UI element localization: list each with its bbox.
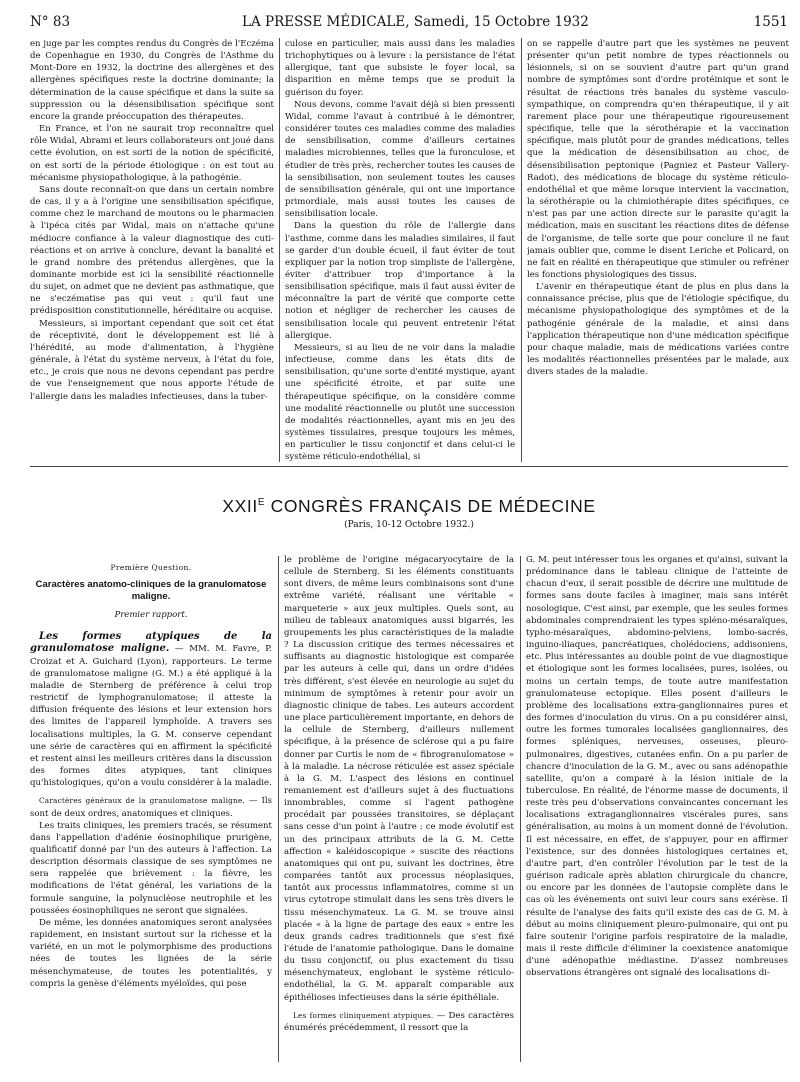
paragraph: Les traits cliniques, les premiers tracés, se résument dans l'appellation d'adénie éosinophilique prurigène, qualificatif donné par l'un des auteurs à l'affection. La description désormais classique de ses symptômes ne sera rappelée que brièvement : la fièvre, les modifications de l'état général, les variations de la formule sanguine, la polynucléose neutrophile et les poussées éosinophiliques ne seront que signalées.: [30, 820, 272, 916]
column-rule: [278, 556, 279, 1062]
journal-title: LA PRESSE MÉDICALE, Samedi, 15 Octobre 1932: [242, 14, 589, 30]
congress-dates: (Paris, 10-12 Octobre 1932.): [344, 520, 474, 530]
bottom-column-2: [284, 554, 514, 1064]
top-column-2: [285, 38, 515, 464]
paragraph: En France, et l'on ne saurait trop reconnaître quel rôle Widal, Abrami et leurs collaborateurs ont joué dans cette évolution, on est sorti de la notion de spécificité, on est sorti de la période étiologique : on est tout au mécanisme physiopathologique, à la pathogénie.: [30, 124, 274, 183]
lead-title: Les formes atypiques de la granulomatose maligne.: [30, 631, 272, 655]
congress-heading: [30, 496, 788, 517]
section-title: Caractères généraux de la granulomatose maligne.: [39, 796, 245, 806]
running-header: [30, 14, 788, 34]
column-rule: [279, 38, 280, 462]
paragraph: Messieurs, si au lieu de ne voir dans la maladie infectieuse, comme dans les états dits de sensibilisation, qu'une sorte d'entité mystique, ayant une spécificité étroite, et par suite une thérapeutique spécifique, on la considère comme une modalité réactionnelle ou plutôt une succession de modalités réactionnelles, ayant mis en jeu des systèmes tissulaires, presque toujours les mêmes, en particulier le tissu conjonctif et dans celui-ci le système réticulo-endothélial, si: [285, 342, 515, 463]
section-text: — Des caractères énumérés précédemment, il ressort que la: [284, 1010, 514, 1033]
section-text: — Ils sont de deux ordres, anatomiques et cliniques.: [30, 796, 272, 819]
report-subtitle: Premier rapport.: [114, 610, 188, 621]
lead-paragraph: [30, 631, 272, 789]
question-label: Première Question.: [110, 563, 192, 572]
top-column-3: [527, 38, 789, 464]
paragraph: en juge par les comptes rendus du Congrès de l'Eczéma de Copenhague en 1930, du Congrès de l'Asthme du Mont-Dore en 1932, la doctrine des allergènes et des allergènes spécifiques reste la doctrine dominante; la détermination de la cause spécifique et dans la suite sa suppression ou la désensibilisation spécifique sont encore la grande préoccupation des thérapeutes.: [30, 39, 274, 122]
paragraph: Dans la question du rôle de l'allergie dans l'asthme, comme dans les maladies similaires, il faut se garder d'un double écueil, il faut éviter de tout expliquer par la notion trop simpliste de l'allergène, éviter d'attribuer trop d'importance à la sensibilisation spécifique, mais il faut aussi éviter de méconnaître la part de vérité que comporte cette notion et négliger de rechercher les causes de sensibilisation locale qui peuvent entretenir l'état allergique.: [285, 221, 515, 341]
congress-sup: E: [257, 497, 266, 509]
paragraph: G. M. peut intéresser tous les organes et qu'ainsi, suivant la prédominance dans le tableau clinique de l'atteinte de chacun d'eux, il serait possible de décrire une multitude de formes sans doute faciles à imaginer, mais sans intérêt nosologique. C'est ainsi, par exemple, que les seules formes abdominales comprendraient les types spléno-mésaraïques, typho-mésaraïques, abdomino-pelviens, lombo-sacrés, inguino-iliaques, pancréatiques, cholédociens, addisoniens, etc. Plus intéressantes au double point de vue diagnostique et étiologique sont les formes localisées, pures, isolées, ou moins un certain temps, de toute autre manifestation granulomateuse ectopique. Elles posent d'ailleurs le problème des localisations extra-ganglionnaires pures et des formes d'inoculation du virus. On a pu considérer ainsi, outre les formes tumorales localisées ganglionnaires, des formes spléniques, nerveuses, osseuses, pleuro-pulmonaires, digestives, cutanées enfin. On a pu parler de chancre d'inoculation de la G. M., avec ou sans adénopathie satellite, qu'on a comparé à la lésion initiale de la tuberculose. En réalité, de l'énorme masse de documents, il reste très peu d'observations convaincantes concernant les localisations extraganglionnaires viscérales pures, sans généralisation, au moins à un moment donné de l'évolution. Il est nécessaire, en effet, de s'appuyer, pour en affirmer l'existence, sur des données histologiques certaines et, d'autre part, d'en contrôler l'évolution par le test de la guérison radicale après ablation chirurgicale du chancre, ou encore par les données de l'autopsie complète dans le cas où les événements ont suivi leur cours sans exérèse. Il résulte de l'analyse des faits qu'il existe des cas de G. M. à début au moins cliniquement pleuro-pulmonaire, qui ont pu faire soutenir l'origine parfois respiratoire de la maladie, mais il reste difficile d'éliminer la coexistence anatomique d'une adénopathie médiastine. D'assez nombreuses observations étrangères ont signalé des localisations di-: [526, 555, 788, 979]
section-paragraph: [30, 795, 272, 819]
paragraph: Sans doute reconnaît-on que dans un certain nombre de cas, il y a à l'origine une sensibilisation spécifique, comme chez le marchand de moutons ou le pharmacien à l'ipéca cités par Widal, mais on n'attache qu'une médiocre confiance à la valeur diagnostique des cuti-réactions et on arrive à conclure, devant la banalité et le grand nombre des prétendus allergènes, que la dominante morbide est ici la sensibilité réactionnelle du sujet, on admet que ne devient pas asthmatique, que ne s'eczématise pas qui veut : qu'il faut une prédisposition constitutionnelle, héréditaire ou acquise.: [30, 184, 274, 317]
page-number: 1551: [753, 14, 788, 30]
bottom-column-1: [30, 554, 272, 1064]
paragraph: De même, les données anatomiques seront analysées rapidement, en insistant surtout sur la richesse et la variété, en un mot le polymorphisme des productions nées de toutes les lignées de la série mésenchymateuse, de toutes les potentialités, y compris la genèse d'éléments myéloïdes, qui pose: [30, 917, 272, 989]
paragraph: le problème de l'origine mégacaryocytaire de la cellule de Sternberg. Si les éléments constituants sont divers, de même leurs combinaisons sont d'une extrême variété, réalisant une véritable « marqueterie » aux jeux multiples. Quels sont, au milieu de tableaux anatomiques aussi bigarrés, les groupements les plus caractéristiques de la maladie ? La discussion critique des termes nécessaires et suffisants au diagnostic histologique est comparée par les auteurs à celle qui, dans un ordre d'idées très différent, s'est élevée en neurologie au sujet du minimum de symptômes à retenir pour avoir un diagnostic clinique de tabes. Les auteurs accordent une place particulièrement importante, en dehors de la cellule de Sternberg, d'ailleurs nullement spécifique, à la présence de sclérose qui a pu faire donner par Curtis le nom de « fibrogranulomatose » à la maladie. La nécrose réticulée est assez spéciale à la G. M. L'aspect des lésions en continuel remaniement est d'ailleurs sujet à des fluctuations innombrables, comme si l'agent pathogène procédait par poussées transitoires, se déplaçant sans cesse d'un point à l'autre : ce mode évolutif est un des principaux attributs de la G. M. Cette affection « kaléidoscopique » suscite des réactions anatomiques qui ont pu, suivant les doctrines, être comparées tantôt aux processus néoplasiques, tantôt aux processus inflammatoires, comme si un virus cytotrope stimulait dans les sens très divers le tissu mésenchymateux. La G. M. se trouve ainsi placée « à la ligne de partage des eaux » entre les deux grands cadres traditionnels que s'est fixé l'étude de l'anatomie pathologique. Dans le domaine du tissu conjonctif, ou plus exactement du tissu mésenchymateux, englobant le système réticulo-endothélial, la G. M. apparaît comparable aux épithélioses infectieuses dans la série épithéliale.: [284, 555, 514, 1003]
bottom-column-3: [526, 554, 788, 1064]
section-paragraph: [284, 1010, 514, 1034]
column-rule: [521, 38, 522, 462]
issue-number: N° 83: [30, 14, 71, 30]
top-column-1: [30, 38, 274, 464]
paragraph: L'avenir en thérapeutique étant de plus en plus dans la connaissance précise, plus que de l'étiologie spécifique, du mécanisme physiopathologique des symptômes et de la pathogénie générale de la maladie, et ainsi dans l'application thérapeutique non d'une médication spécifique pour chaque maladie, mais de médications variées contre les modalités réactionnelles présentées par le malade, aux divers stades de la maladie.: [527, 282, 789, 378]
report-title: Caractères anatomo-cliniques de la granulomatose maligne.: [35, 579, 267, 603]
section-divider: [30, 466, 788, 467]
paragraph: Nous devons, comme l'avait déjà si bien pressenti Widal, comme l'avaut à contribué à le démontrer, considérer toutes ces maladies comme des maladies de sensibilisation, comme d'ailleurs certaines maladies microbiennes, telles que la furonculose, et étudier de très près, rechercher toutes les causes de la sensibilisation, non seulement toutes les causes de sensibilisation générale, qui ont une importance primordiale, mais aussi toutes les causes de sensibilisation locale.: [285, 99, 515, 220]
section-title: Les formes cliniquement atypiques.: [293, 1010, 434, 1020]
congress-title: CONGRÈS FRANÇAIS DE MÉDECINE: [265, 496, 596, 516]
paragraph: on se rappelle d'autre part que les systèmes ne peuvent présenter qu'un petit nombre de types réactionnels ou lésionnels, si on se souvient d'autre part qu'un grand nombre de symptômes sont d'ordre protéinique et sont le résultat de réactions très banales du système vasculo-sympathique, on comprendra qu'en thérapeutique, il y ait rarement place pour une thérapeutique rigoureusement spécifique, telle que la sérothérapie et la vaccination spécifique, mais plutôt pour de grandes médications, telles que la médication de désensibilisation au choc, de désensibilisation peptonique (Pagniez et Pasteur Vallery-Radot), des médications de blocage du système réticulo-endothélial et que même lorsque intervient la vaccination, la sérothérapie ou la chimiothérapie dites spécifiques, ce n'est pas par une action directe sur le parasite qu'agit la médication, mais en suscitant les réactions dites de défense de l'organisme, de telle sorte que pour conclure il ne faut jamais oublier que, comme le disent Leriche et Policard, on ne fait en réalité en thérapeutique que stimuler ou refréner les fonctions physiologiques des tissus.: [527, 39, 789, 280]
column-rule: [520, 556, 521, 1062]
paragraph: Messieurs, si important cependant que soit cet état de réceptivité, dont le développement est lié à l'hérédité, au mode d'alimentation, à l'hygiène générale, à l'état du système nerveux, à l'état du foie, etc., je crois que nous ne devons cependant pas perdre de vue l'enseignement que nous apporte l'étude de l'allergie dans les maladies infectieuses, dans la tuber-: [30, 318, 274, 402]
lead-text: — MM. M. Favre, P. Croizat et A. Guichard (Lyon), rapporteurs. Le terme de granulomatose maligne (G. M.) a été appliqué à la maladie de Sternberg de préférence à celui trop restrictif de lymphogranulomatose; il atteste la diffusion fréquente des lésions et leur extension hors des limites de l'appareil lymphoïde. A travers ses localisations multiples, la G. M. conserve cependant une série de caractères qui en affirment la spécificité et restent ainsi les meilleurs critères dans la discussion des formes dites atypiques, tant cliniques qu'histologiques, qu'on a voulu considérer à la maladie.: [30, 644, 272, 789]
congress-roman: XXII: [222, 496, 258, 516]
paragraph: culose en particulier, mais aussi dans les maladies trichophytiques ou à levure : la persistance de l'état allergique, tant que subsiste le foyer local, sa disparition en même temps que se produit la guérison du foyer.: [285, 39, 515, 98]
